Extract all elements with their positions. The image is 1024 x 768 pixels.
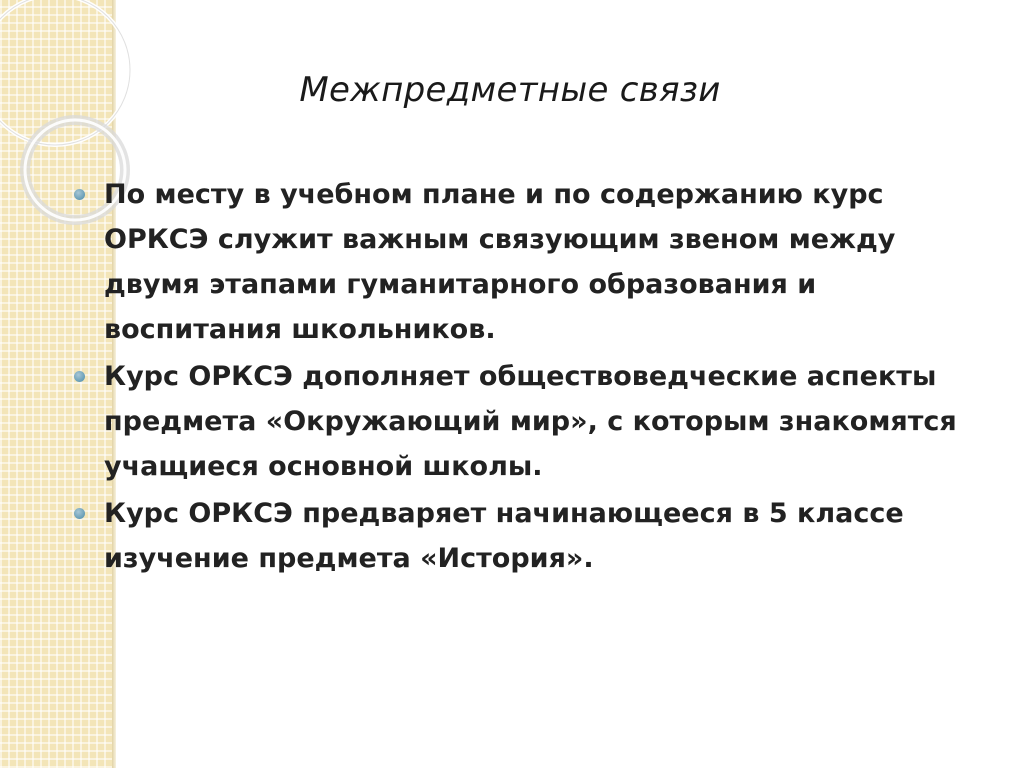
bullet-text: По месту в учебном плане и по содержанию курс ОРКСЭ служит важным связующим звеном между двумя этапами гуманитарного образования и воспитания школьников. xyxy=(104,179,896,345)
bullet-dot-icon xyxy=(74,189,85,200)
list-item xyxy=(74,354,974,489)
bullet-list xyxy=(74,172,974,583)
bullet-text: Курс ОРКСЭ предваряет начинающееся в 5 классе изучение предмета «История». xyxy=(104,498,904,574)
list-item xyxy=(74,491,974,581)
bullet-text: Курс ОРКСЭ дополняет обществоведческие аспекты предмета «Окружающий мир», с которым знакомятся учащиеся основной школы. xyxy=(104,361,957,482)
list-item xyxy=(74,172,974,352)
slide-title: Межпредметные связи xyxy=(299,70,721,110)
bullet-dot-icon xyxy=(74,371,85,382)
bullet-dot-icon xyxy=(74,508,85,519)
